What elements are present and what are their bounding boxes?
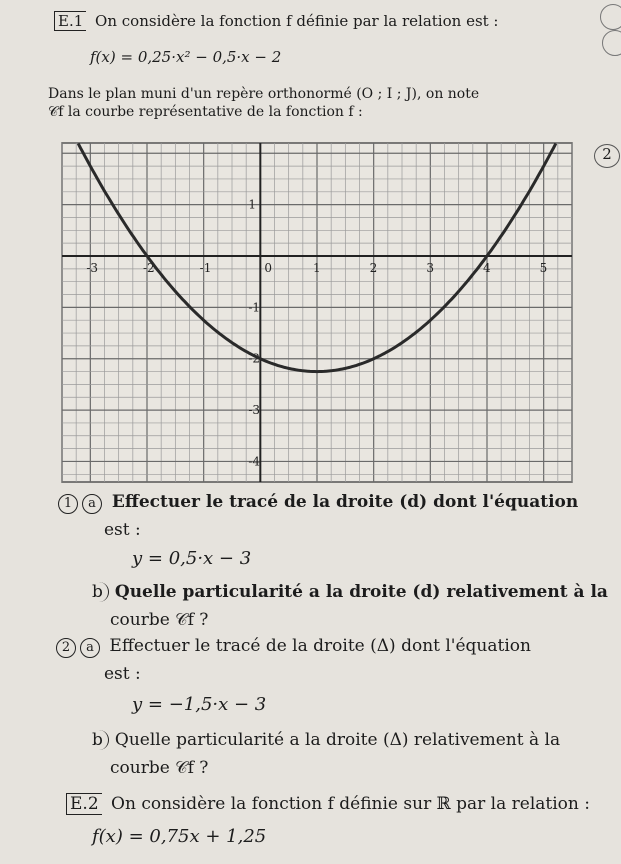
exercise2-intro: On considère la fonction f définie sur ℝ par la relation : [111,794,590,814]
question-2a-text2: est : [104,664,141,684]
function-formula: f(x) = 0,25·x² − 0,5·x − 2 [90,48,282,66]
exercise2-formula: f(x) = 0,75x + 1,25 [92,826,267,847]
curve-text: 𝒞f la courbe représentative de la fonction f : [48,104,363,120]
y-tick-label: -1 [248,300,261,315]
question-1b-text2: courbe 𝒞f ? [110,610,209,630]
question-2a-text: Effectuer le tracé de la droite (Δ) dont l'équation [109,636,531,656]
question-1-number: 1 [58,494,78,514]
line-d-equation: y = 0,5·x − 3 [132,548,252,569]
x-tick-label: 0 [264,261,272,275]
exercise2-header [66,794,590,814]
question-2b [90,730,560,750]
question-1a [58,492,578,514]
exercise2-label: E.2 [66,793,102,815]
question-1a-letter: a [82,494,102,514]
line-delta-equation: y = −1,5·x − 3 [132,694,267,715]
exercise1-intro: On considère la fonction f définie par la relation est : [95,12,499,30]
question-2-number: 2 [56,638,76,658]
x-tick-label: 5 [539,261,548,275]
question-1b-letter: b [90,582,109,602]
x-tick-label: 4 [483,261,491,275]
exercise1-label: E.1 [54,11,86,31]
question-2b-text2: courbe 𝒞f ? [110,758,209,778]
y-tick-label: -4 [248,454,261,469]
x-tick-label: 3 [426,261,434,275]
grid [62,143,572,482]
question-1a-text2: est : [104,520,141,540]
question-2a [56,636,531,658]
margin-number-text: 2 [602,145,612,163]
y-tick-label: -3 [248,403,261,418]
x-tick-label: -1 [199,261,212,275]
question-2b-text: Quelle particularité a la droite (Δ) relativement à la [114,730,561,750]
question-1b [90,582,608,602]
question-1b-text: Quelle particularité a la droite (d) relativement à la [114,582,608,602]
x-tick-label: -3 [86,261,99,275]
y-tick-label: 1 [248,197,256,212]
x-tick-label: 1 [313,261,321,275]
question-2a-letter: a [80,638,100,658]
plane-text: Dans le plan muni d'un repère orthonormé (O ; I ; J), on note [48,86,480,102]
question-2b-letter: b [90,730,109,750]
question-1a-text: Effectuer le tracé de la droite (d) dont l'équation [111,492,579,512]
y-tick-label: -2 [248,351,261,366]
x-tick-label: -2 [143,261,155,275]
x-tick-label: 2 [369,261,378,275]
